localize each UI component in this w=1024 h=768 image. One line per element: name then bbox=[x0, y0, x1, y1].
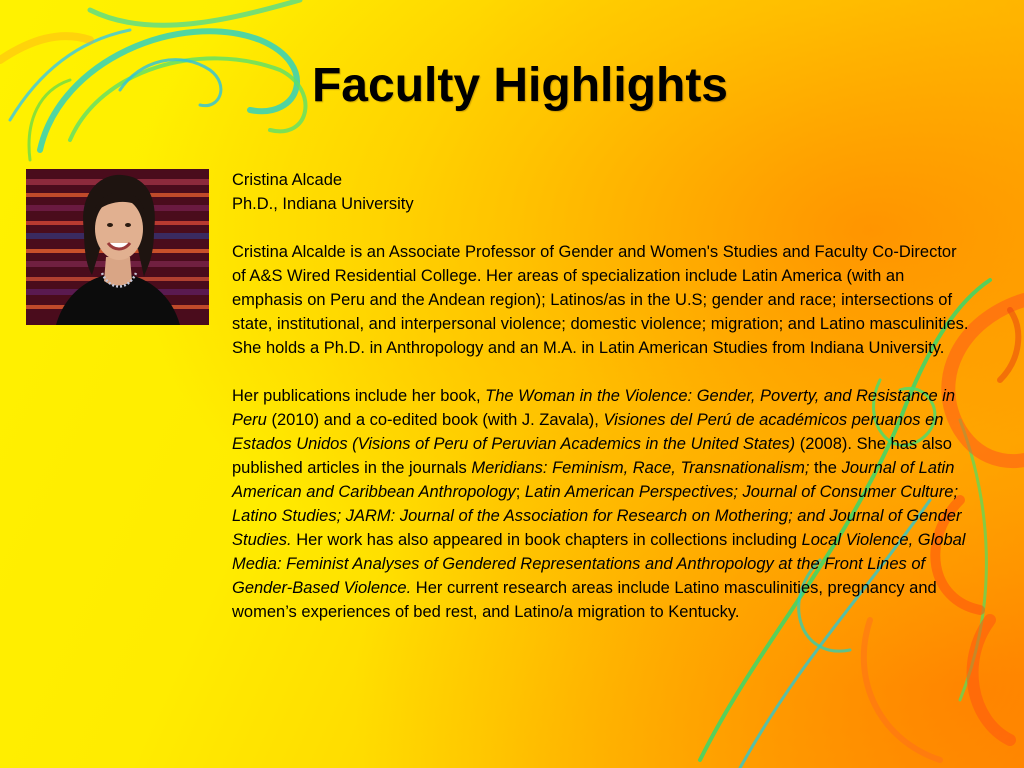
book-title: The Woman in the Violence: Gender, Poverty, and Resistance in Peru bbox=[232, 387, 956, 429]
faculty-name: Cristina Alcade bbox=[232, 171, 343, 189]
profile-content bbox=[232, 168, 972, 624]
publications-text: (2010) and a co-edited book (with J. Zavala), bbox=[266, 411, 604, 429]
journal-title: Journal of Latin American and Caribbean Anthropology bbox=[232, 459, 955, 501]
publications-text: the bbox=[809, 459, 842, 477]
faculty-degree: Ph.D., Indiana University bbox=[232, 195, 414, 213]
page-title: Faculty Highlights bbox=[311, 59, 728, 112]
publications-text: Her current research areas include Latino masculinities, pregnancy and women’s experiences of bed rest, and Latino/a migration to Kentucky. bbox=[232, 579, 937, 621]
publications-text: Her publications include her book, bbox=[232, 387, 486, 405]
faculty-bio: Cristina Alcalde is an Associate Professor of Gender and Women's Studies and Faculty Co-Director of A&S Wired Residential College. Her areas of specialization include Latin America (with an emphasis on Peru and the Andean region); Latinos/as in the U.S; gender and race; intersections of state, institutional, and interpersonal violence; domestic violence; migration; and Latino masculinities. She holds a Ph.D. in Anthropology and an M.A. in Latin American Studies from Indiana University. bbox=[232, 243, 969, 357]
journal-title: Latin American Perspectives; Journal of Consumer Culture; Latino Studies; JARM: Journal of the Association for Research on Mothering; and Journal of Gender Studies. bbox=[232, 483, 962, 549]
book-title: Visiones del Perú de académicos peruanos en Estados Unidos (Visions of Peru of Peruvian Academics in the United States) bbox=[232, 411, 944, 453]
journal-title: Meridians: Feminism, Race, Transnationalism; bbox=[471, 459, 810, 477]
publications-text: ; bbox=[515, 483, 525, 501]
book-title: Local Violence, Global Media: Feminist Analyses of Gendered Representations and Anthropology at the Front Lines of Gender-Based Violence. bbox=[232, 531, 966, 597]
publications-text: Her work has also appeared in book chapters in collections including bbox=[291, 531, 802, 549]
publications-text: (2008). She has also published articles in the journals bbox=[232, 435, 952, 477]
faculty-photo bbox=[26, 169, 209, 325]
faculty-publications bbox=[232, 384, 972, 624]
